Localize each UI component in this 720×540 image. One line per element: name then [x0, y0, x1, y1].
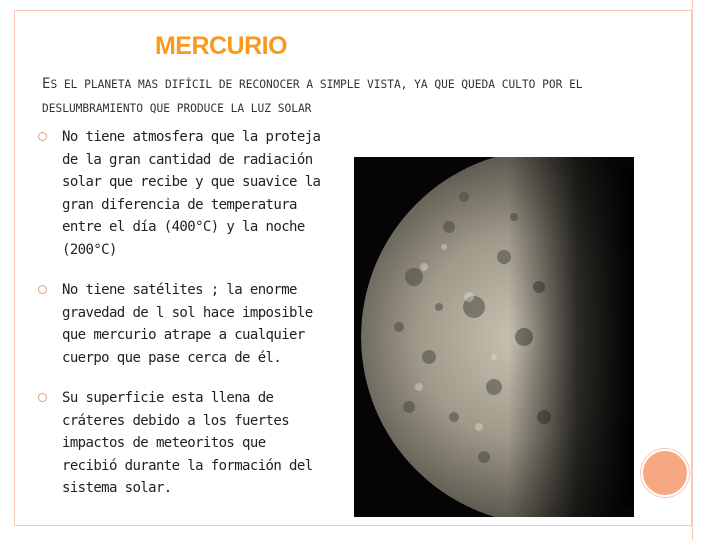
bullet-item [38, 387, 328, 500]
bullet-text: Su superficie esta llena de cráteres debido a los fuertes impactos de meteoritos que recibió durante la formación del sistema solar. [62, 390, 313, 496]
decorative-vertical-line [692, 0, 693, 540]
mercury-planet-graphic [354, 157, 634, 517]
bullet-marker-icon [38, 132, 47, 141]
mercury-planet-image [354, 157, 634, 517]
bullet-list [38, 126, 328, 518]
slide-title: MERCURIO [154, 32, 288, 60]
bullet-marker-icon [38, 285, 47, 294]
subtitle-first-letter: E [42, 76, 51, 92]
bullet-text: No tiene satélites ; la enorme gravedad de l sol hace imposible que mercurio atrape a cualquier cuerpo que pase cerca de él. [62, 282, 313, 366]
bullet-item [38, 126, 328, 261]
bullet-item [38, 279, 328, 369]
decorative-circle [641, 449, 689, 497]
slide-subtitle [42, 72, 642, 121]
bullet-marker-icon [38, 393, 47, 402]
bullet-text: No tiene atmosfera que la proteja de la gran cantidad de radiación solar que recibe y que suavice la gran diferencia de temperatura entre el día (400°C) y la noche (200°C) [62, 129, 321, 258]
subtitle-text: S EL PLANETA MAS DIFÍCIL DE RECONOCER A SIMPLE VISTA, YA QUE QUEDA CULTO POR EL DESLUMBRAMIENTO QUE PRODUCE LA LUZ SOLAR [42, 78, 583, 115]
